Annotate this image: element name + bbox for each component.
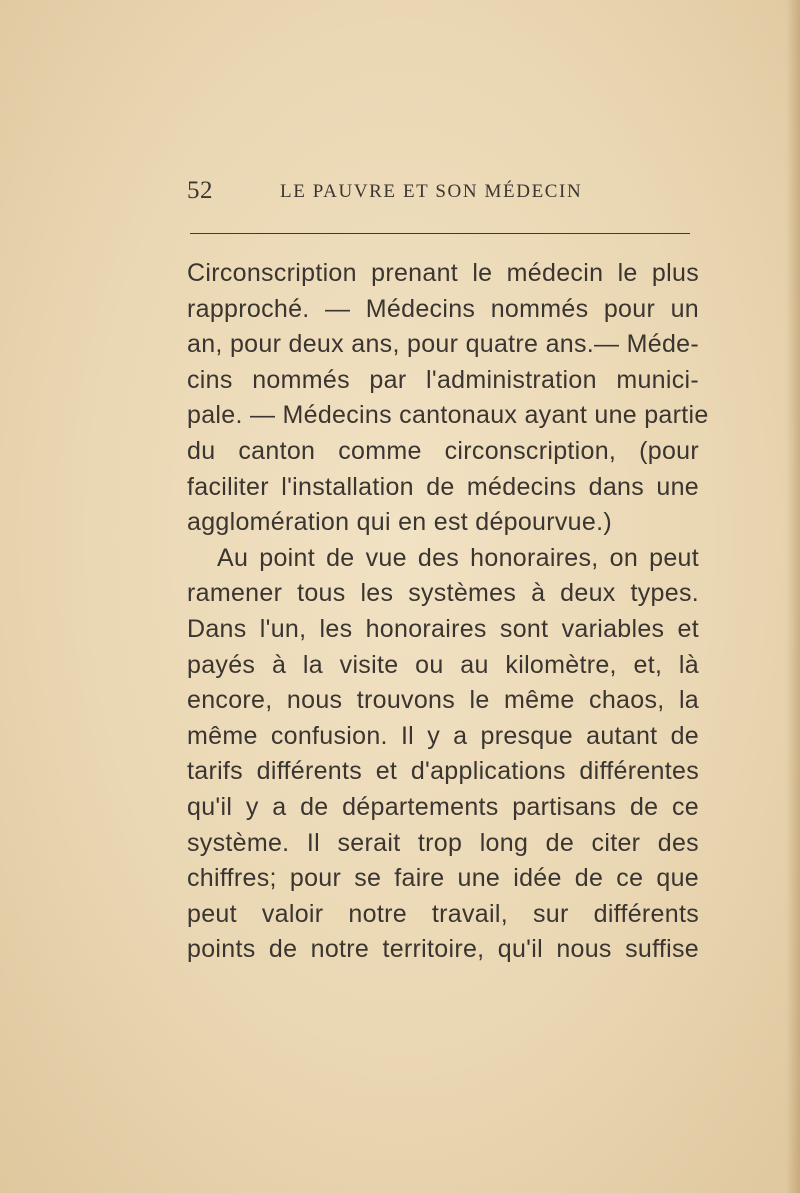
text-line: cins nommés par l'administration munici-: [187, 365, 699, 394]
text-line: même confusion. Il y a presque autant de: [187, 721, 699, 750]
text-line: ramener tous les systèmes à deux types.: [187, 579, 699, 608]
text-line: Dans l'un, les honoraires sont variables et: [187, 614, 699, 643]
text-line: payés à la visite ou au kilomètre, et, là: [187, 650, 699, 679]
text-line: rapproché. — Médecins nommés pour un: [187, 294, 699, 323]
text-line: qu'il y a de départements partisans de ce: [187, 792, 699, 821]
text-line: du canton comme circonscription, (pour: [187, 436, 699, 465]
body-text: [187, 256, 709, 968]
text-line: peut valoir notre travail, sur différents: [187, 899, 699, 928]
text-line: encore, nous trouvons le même chaos, la: [187, 686, 699, 715]
text-line: Circonscription prenant le médecin le plus: [187, 259, 699, 287]
text-line: faciliter l'installation de médecins dans une: [187, 472, 699, 501]
running-title: LE PAUVRE ET SON MÉDECIN: [280, 181, 583, 202]
page-edge-shadow: [786, 0, 800, 1193]
text-line: points de notre territoire, qu'il nous suffise: [187, 935, 699, 964]
text-line: agglomération qui en est dépourvue.): [187, 508, 612, 537]
text-line: système. Il serait trop long de citer des: [187, 828, 699, 857]
text-line: chiffres; pour se faire une idée de ce que: [187, 864, 699, 893]
text-line: pale. — Médecins cantonaux ayant une partie: [187, 401, 709, 430]
text-line: tarifs différents et d'applications différentes: [187, 757, 699, 786]
text-line: an, pour deux ans, pour quatre ans.— Méde-: [187, 330, 699, 359]
page-number: 52: [187, 177, 213, 204]
header-rule: [190, 233, 690, 234]
page-header: [187, 174, 692, 210]
text-line: Au point de vue des honoraires, on peut: [217, 543, 699, 572]
